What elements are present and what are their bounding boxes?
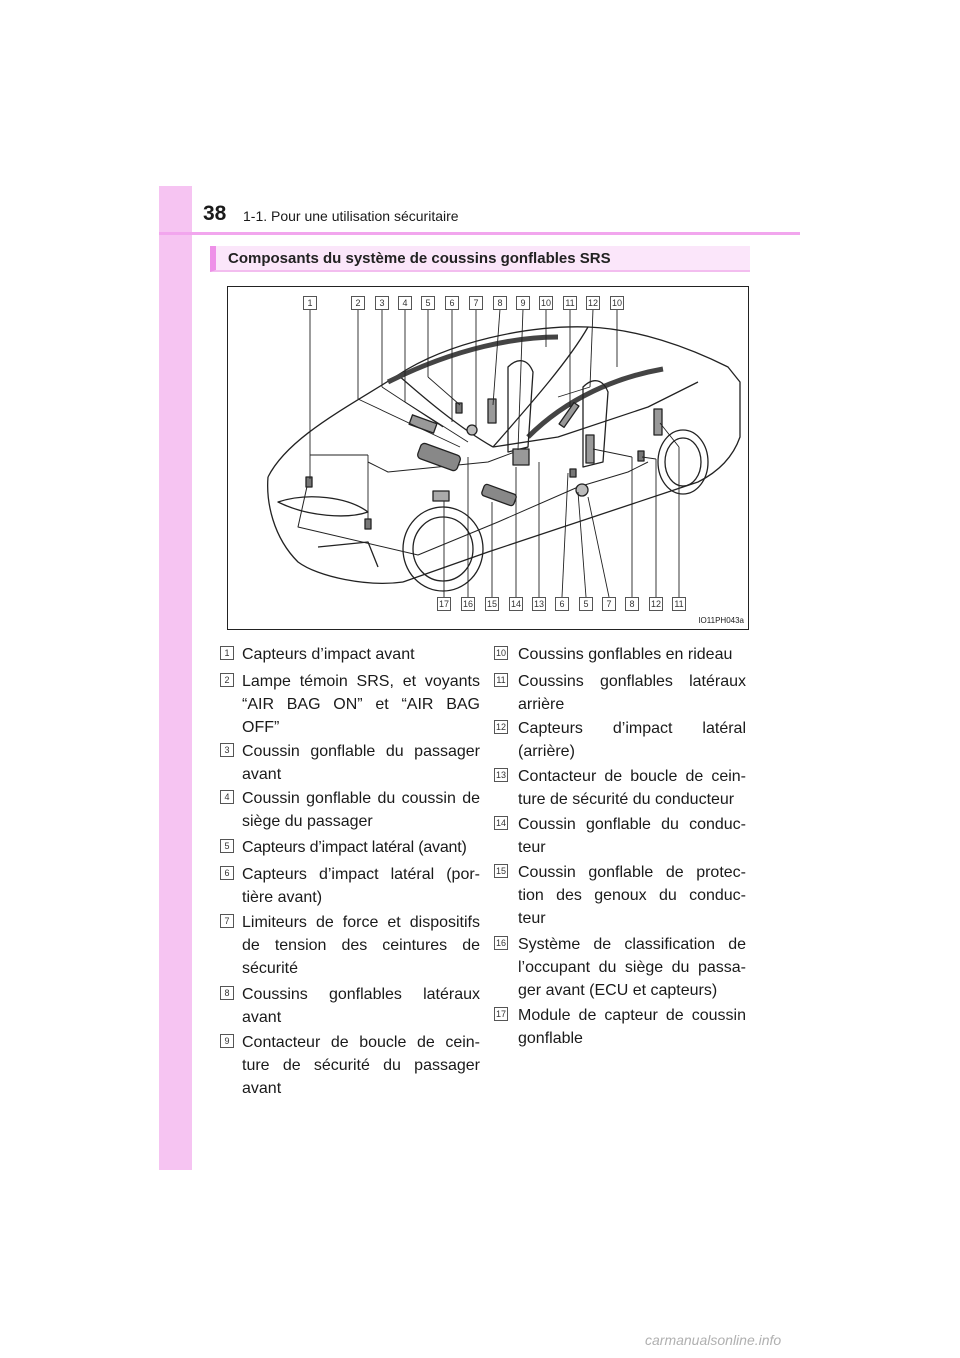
item-11-text: Coussins gonflables latéraux arrière [518,673,746,713]
item-6-text: Capteurs d’impact latéral (por- tière avant) [242,866,480,906]
item-12-number: 12 [495,722,506,732]
item-8-number: 8 [220,986,234,1000]
item-4-text: Coussin gonflable du coussin de siège du passager [242,790,480,830]
callout-top-1: 1 [303,296,317,310]
item-9-number: 9 [220,1034,234,1048]
item-7-text: Limiteurs de force et dispositifs de tension des ceintures de sécurité [242,914,480,977]
callout-bottom-14: 14 [510,599,521,609]
item-17-number: 17 [495,1009,506,1019]
item-4-number: 4 [220,790,234,804]
callout-top-5: 5 [421,296,435,310]
item-1-text: Capteurs d’impact avant [242,646,415,663]
callout-top-4: 4 [398,296,412,310]
header-divider [159,232,800,235]
callout-top-9: 9 [516,296,530,310]
item-9-text: Contacteur de boucle de cein- ture de sécurité du passager avant [242,1034,480,1097]
callout-bottom-8: 8 [625,597,639,611]
item-7-number: 7 [220,914,234,928]
item-14-number: 14 [495,818,506,828]
item-2-text: Lampe témoin SRS, et voyants “AIR BAG ON” et “AIR BAG OFF” [242,673,480,736]
item-15-number: 15 [495,866,506,876]
item-5-number: 5 [220,839,234,853]
callout-bottom-13: 13 [533,599,544,609]
item-12-text: Capteurs d’impact latéral (arrière) [518,720,746,760]
callout-top-3: 3 [375,296,389,310]
item-10-text: Coussins gonflables en rideau [518,646,733,663]
item-3-number: 3 [220,743,234,757]
item-5-text: Capteurs d’impact latéral (avant) [242,839,467,856]
item-6-number: 6 [220,866,234,880]
airbag-components-figure [227,286,749,630]
item-13-number: 13 [495,770,506,780]
item-10-number: 10 [495,648,506,658]
item-16-text: Système de classification de l’occupant du siège du passa- ger avant (ECU et capteurs) [518,936,746,999]
figure-code: IO11PH043a [698,616,744,625]
item-3-text: Coussin gonflable du passager avant [242,743,480,783]
callout-top-12: 12 [587,298,598,308]
watermark-text: carmanualsonline.info [645,1332,782,1348]
item-13-text: Contacteur de boucle de cein- ture de sécurité du conducteur [518,768,746,808]
item-14-text: Coussin gonflable du conduc- teur [518,816,746,856]
callout-bottom-6: 6 [555,597,569,611]
callout-top-10b: 10 [611,298,622,308]
item-15-text: Coussin gonflable de protec- tion des genoux du conduc- teur [518,864,746,927]
callout-bottom-5: 5 [579,597,593,611]
callout-top-10: 10 [540,298,551,308]
item-17-text: Module de capteur de coussin gonflable [518,1007,746,1047]
callout-bottom-7: 7 [602,597,616,611]
callout-top-8: 8 [493,296,507,310]
callout-top-6: 6 [445,296,459,310]
chapter-sidebar-tab [159,186,192,1170]
callout-top-11: 11 [563,296,577,310]
callout-bottom-11: 11 [672,597,686,611]
section-heading-text: Composants du système de coussins gonflables SRS [228,250,611,267]
car-illustration [228,287,748,629]
callout-bottom-17: 17 [438,599,449,609]
callout-top-2: 2 [351,296,365,310]
item-8-text: Coussins gonflables latéraux avant [242,986,480,1026]
callout-top-7: 7 [469,296,483,310]
item-16-number: 16 [495,938,506,948]
chapter-title: 1-1. Pour une utilisation sécuritaire [243,208,459,224]
callout-bottom-16: 16 [462,599,473,609]
page-number: 38 [203,202,227,225]
callout-bottom-12: 12 [650,599,661,609]
section-heading [210,246,750,272]
item-2-number: 2 [220,673,234,687]
item-11-number: 11 [494,673,508,687]
item-1-number: 1 [220,646,234,660]
callout-bottom-15: 15 [486,599,497,609]
